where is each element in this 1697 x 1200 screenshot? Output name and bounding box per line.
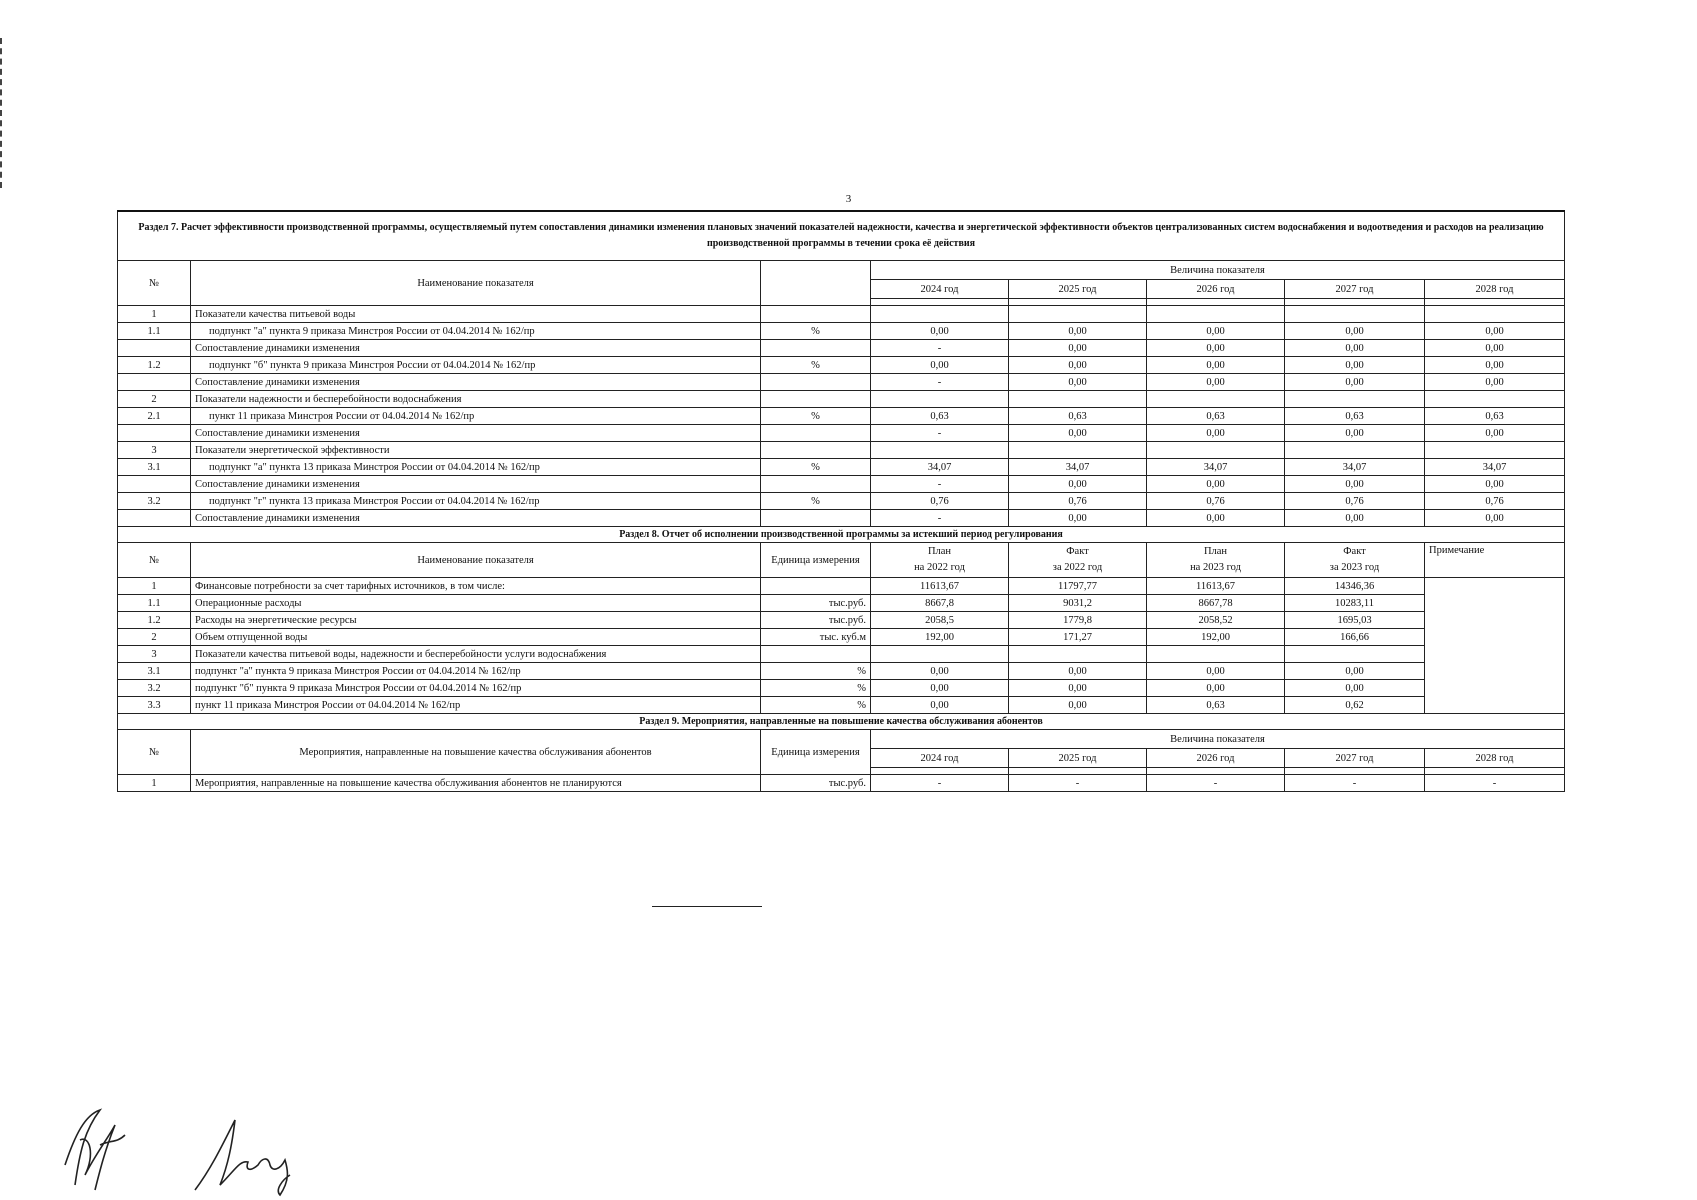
row-number: 3.2 <box>118 493 191 510</box>
value-cell: 0,00 <box>1285 357 1425 374</box>
blank-cell <box>1147 299 1285 306</box>
indicator-name: Сопоставление динамики изменения <box>191 425 761 442</box>
value-cell: 0,63 <box>1285 408 1425 425</box>
value-cell: 34,07 <box>871 459 1009 476</box>
unit: % <box>761 680 871 697</box>
value-cell <box>1425 306 1565 323</box>
year-header: 2027 год <box>1285 749 1425 768</box>
value-cell: 11797,77 <box>1009 578 1147 595</box>
value-cell: 0,76 <box>1285 493 1425 510</box>
value-cell: 0,00 <box>1009 510 1147 527</box>
section8-row <box>118 697 1565 714</box>
section8-row <box>118 663 1565 680</box>
section9-row <box>118 775 1565 792</box>
section7-row <box>118 391 1565 408</box>
indicator-name: Расходы на энергетические ресурсы <box>191 612 761 629</box>
report-table <box>117 210 1565 792</box>
year-header: 2024 год <box>871 280 1009 299</box>
value-cell <box>871 391 1009 408</box>
page-edge-marks <box>0 38 5 188</box>
indicator-name: подпункт "г" пункта 13 приказа Минстроя России от 04.04.2014 № 162/пр <box>191 493 761 510</box>
unit: % <box>761 357 871 374</box>
unit: тыс.руб. <box>761 612 871 629</box>
row-number: 3.2 <box>118 680 191 697</box>
section7-row <box>118 306 1565 323</box>
value-cell: 0,00 <box>1285 663 1425 680</box>
indicator-name: Показатели качества питьевой воды <box>191 306 761 323</box>
section7-row <box>118 442 1565 459</box>
indicator-name: пункт 11 приказа Минстроя России от 04.04.2014 № 162/пр <box>191 697 761 714</box>
value-cell: 0,63 <box>1147 408 1285 425</box>
value-group-header: Величина показателя <box>871 261 1565 280</box>
indicator-name: Сопоставление динамики изменения <box>191 476 761 493</box>
col-name-header: Наименование показателя <box>191 543 761 578</box>
unit: тыс.руб. <box>761 775 871 792</box>
value-cell <box>1147 306 1285 323</box>
blank-cell <box>871 299 1009 306</box>
value-cell: 192,00 <box>1147 629 1285 646</box>
period-header <box>1285 543 1425 578</box>
period-label: Факт <box>1343 546 1366 557</box>
unit: % <box>761 323 871 340</box>
value-cell: 10283,11 <box>1285 595 1425 612</box>
period-year: на 2023 год <box>1190 562 1241 573</box>
page-number: 3 <box>845 193 852 205</box>
value-cell <box>1009 442 1147 459</box>
section7-row <box>118 459 1565 476</box>
section7-row <box>118 408 1565 425</box>
blank-cell <box>1425 299 1565 306</box>
indicator-name: Сопоставление динамики изменения <box>191 510 761 527</box>
section7-row <box>118 374 1565 391</box>
value-cell: 2058,52 <box>1147 612 1285 629</box>
value-cell: 0,63 <box>871 408 1009 425</box>
value-cell: 0,00 <box>1147 374 1285 391</box>
unit <box>761 476 871 493</box>
unit: % <box>761 663 871 680</box>
indicator-name: подпункт "а" пункта 9 приказа Минстроя России от 04.04.2014 № 162/пр <box>191 323 761 340</box>
value-cell <box>1009 306 1147 323</box>
value-cell <box>871 306 1009 323</box>
blank-cell <box>1425 768 1565 775</box>
section7-title-row <box>118 211 1565 261</box>
value-cell: 0,00 <box>1425 510 1565 527</box>
row-number: 1.2 <box>118 612 191 629</box>
indicator-name: Сопоставление динамики изменения <box>191 374 761 391</box>
row-number <box>118 510 191 527</box>
value-cell: - <box>871 510 1009 527</box>
value-cell: 0,00 <box>1009 697 1147 714</box>
unit <box>761 306 871 323</box>
section9-title: Раздел 9. Мероприятия, направленные на повышение качества обслуживания абонентов <box>118 714 1565 730</box>
indicator-name: Показатели качества питьевой воды, надежности и бесперебойности услуги водоснабжения <box>191 646 761 663</box>
value-cell: 0,00 <box>871 357 1009 374</box>
value-cell: 0,00 <box>1009 680 1147 697</box>
value-cell: 0,63 <box>1425 408 1565 425</box>
value-cell <box>871 646 1009 663</box>
period-year: за 2022 год <box>1052 562 1103 573</box>
row-number: 1.1 <box>118 323 191 340</box>
value-cell: 0,00 <box>1009 476 1147 493</box>
value-cell <box>1285 646 1425 663</box>
indicator-name: подпункт "а" пункта 13 приказа Минстроя России от 04.04.2014 № 162/пр <box>191 459 761 476</box>
year-header: 2024 год <box>871 749 1009 768</box>
value-cell: 8667,78 <box>1147 595 1285 612</box>
section7-row <box>118 493 1565 510</box>
period-label: План <box>1203 546 1228 557</box>
unit: % <box>761 697 871 714</box>
col-unit-header: Единица измерения <box>761 543 871 578</box>
indicator-name: Операционные расходы <box>191 595 761 612</box>
value-cell: 34,07 <box>1425 459 1565 476</box>
col-no-header: № <box>118 543 191 578</box>
value-cell: 0,76 <box>1425 493 1565 510</box>
section8-row <box>118 612 1565 629</box>
section8-row <box>118 595 1565 612</box>
note-header: Примечание <box>1425 543 1565 578</box>
value-cell: 0,00 <box>1425 476 1565 493</box>
section7-row <box>118 476 1565 493</box>
value-cell: 0,00 <box>871 680 1009 697</box>
col-name-header: Наименование показателя <box>191 261 761 306</box>
row-number: 3.1 <box>118 459 191 476</box>
value-cell: 14346,36 <box>1285 578 1425 595</box>
value-cell <box>1425 442 1565 459</box>
signature-1 <box>55 1095 135 1195</box>
unit <box>761 646 871 663</box>
blank-cell <box>1285 768 1425 775</box>
value-cell: 0,00 <box>1009 663 1147 680</box>
value-cell: 0,00 <box>1009 374 1147 391</box>
value-cell: 0,00 <box>1147 663 1285 680</box>
unit <box>761 442 871 459</box>
value-cell: 0,00 <box>1009 357 1147 374</box>
period-label: План <box>927 546 952 557</box>
value-cell: - <box>871 775 1009 792</box>
value-cell: 0,76 <box>1009 493 1147 510</box>
unit <box>761 391 871 408</box>
value-cell: 1695,03 <box>1285 612 1425 629</box>
value-cell: 166,66 <box>1285 629 1425 646</box>
value-group-header: Величина показателя <box>871 730 1565 749</box>
value-cell <box>1285 391 1425 408</box>
col-name-header: Мероприятия, направленные на повышение качества обслуживания абонентов <box>191 730 761 775</box>
value-cell: 0,00 <box>1009 323 1147 340</box>
value-cell: 0,63 <box>1009 408 1147 425</box>
unit: тыс.руб. <box>761 595 871 612</box>
value-cell: 0,00 <box>1425 323 1565 340</box>
value-cell: 0,00 <box>1425 374 1565 391</box>
value-cell: 0,00 <box>1009 425 1147 442</box>
value-cell: 11613,67 <box>871 578 1009 595</box>
blank-cell <box>1285 299 1425 306</box>
year-header: 2028 год <box>1425 749 1565 768</box>
indicator-name: Финансовые потребности за счет тарифных источников, в том числе: <box>191 578 761 595</box>
section8-header-row <box>118 543 1565 578</box>
indicator-name: Показатели надежности и бесперебойности водоснабжения <box>191 391 761 408</box>
end-rule <box>652 906 762 907</box>
row-number <box>118 425 191 442</box>
value-cell: 0,00 <box>1285 340 1425 357</box>
value-cell <box>1285 306 1425 323</box>
section8-row <box>118 680 1565 697</box>
section7-row <box>118 425 1565 442</box>
section7-title: Раздел 7. Расчет эффективности производственной программы, осуществляемый путем сопоставления динамики изменения плановых значений показателей надежности, качества и энергетической эффективности объектов централизованных систем водоснабжения и водоотведения и расходов на реализацию производственной программы в течении срока её действия <box>118 211 1565 261</box>
value-cell: - <box>871 374 1009 391</box>
value-cell: 9031,2 <box>1009 595 1147 612</box>
section8-row <box>118 578 1565 595</box>
value-cell <box>871 442 1009 459</box>
col-unit-header <box>761 261 871 306</box>
section8-row <box>118 629 1565 646</box>
value-cell: 0,00 <box>1147 476 1285 493</box>
year-header: 2026 год <box>1147 749 1285 768</box>
year-header: 2028 год <box>1425 280 1565 299</box>
unit <box>761 374 871 391</box>
section9-header-row <box>118 730 1565 749</box>
year-header: 2025 год <box>1009 280 1147 299</box>
blank-cell <box>1147 768 1285 775</box>
value-cell: 0,63 <box>1147 697 1285 714</box>
value-cell: - <box>1425 775 1565 792</box>
value-cell: 0,00 <box>1009 340 1147 357</box>
unit <box>761 425 871 442</box>
value-cell: 0,00 <box>1425 425 1565 442</box>
unit: % <box>761 408 871 425</box>
value-cell: 1779,8 <box>1009 612 1147 629</box>
value-cell: 2058,5 <box>871 612 1009 629</box>
measure-name: Мероприятия, направленные на повышение качества обслуживания абонентов не планируются <box>191 775 761 792</box>
value-cell: 0,00 <box>1425 340 1565 357</box>
row-number <box>118 476 191 493</box>
col-no-header: № <box>118 730 191 775</box>
row-number: 2.1 <box>118 408 191 425</box>
indicator-name: подпункт "б" пункта 9 приказа Минстроя России от 04.04.2014 № 162/пр <box>191 357 761 374</box>
value-cell <box>1147 391 1285 408</box>
value-cell: - <box>1285 775 1425 792</box>
value-cell: 11613,67 <box>1147 578 1285 595</box>
row-number: 3 <box>118 646 191 663</box>
signature-2 <box>190 1110 310 1200</box>
row-number: 2 <box>118 391 191 408</box>
value-cell: 0,00 <box>871 663 1009 680</box>
row-number <box>118 340 191 357</box>
unit: % <box>761 493 871 510</box>
unit <box>761 340 871 357</box>
indicator-name: подпункт "б" пункта 9 приказа Минстроя России от 04.04.2014 № 162/пр <box>191 680 761 697</box>
row-number: 1.2 <box>118 357 191 374</box>
year-header: 2027 год <box>1285 280 1425 299</box>
blank-cell <box>1009 768 1147 775</box>
indicator-name: Показатели энергетической эффективности <box>191 442 761 459</box>
section8-title-row <box>118 527 1565 543</box>
value-cell: - <box>871 340 1009 357</box>
value-cell: 0,00 <box>1285 323 1425 340</box>
section7-row <box>118 340 1565 357</box>
value-cell: - <box>871 476 1009 493</box>
value-cell: 34,07 <box>1285 459 1425 476</box>
unit <box>761 578 871 595</box>
unit: тыс. куб.м <box>761 629 871 646</box>
year-header: 2026 год <box>1147 280 1285 299</box>
period-year: за 2023 год <box>1329 562 1380 573</box>
value-cell <box>1147 442 1285 459</box>
value-cell <box>1285 442 1425 459</box>
section9-title-row <box>118 714 1565 730</box>
value-cell: 192,00 <box>871 629 1009 646</box>
value-cell: 0,00 <box>1147 323 1285 340</box>
col-no-header: № <box>118 261 191 306</box>
indicator-name: Сопоставление динамики изменения <box>191 340 761 357</box>
row-number <box>118 374 191 391</box>
row-number: 1 <box>118 578 191 595</box>
value-cell: 8667,8 <box>871 595 1009 612</box>
value-cell: 0,00 <box>1285 680 1425 697</box>
period-header <box>1147 543 1285 578</box>
year-header: 2025 год <box>1009 749 1147 768</box>
period-header <box>1009 543 1147 578</box>
blank-cell <box>871 768 1009 775</box>
section7-header-row <box>118 261 1565 280</box>
value-cell: 0,00 <box>1425 357 1565 374</box>
value-cell: - <box>1009 775 1147 792</box>
value-cell: 34,07 <box>1147 459 1285 476</box>
value-cell: 0,00 <box>1285 510 1425 527</box>
blank-cell <box>1009 299 1147 306</box>
row-number: 3.1 <box>118 663 191 680</box>
value-cell: 0,00 <box>1285 374 1425 391</box>
row-number: 1.1 <box>118 595 191 612</box>
row-number: 1 <box>118 775 191 792</box>
value-cell: 0,00 <box>871 697 1009 714</box>
value-cell: 34,07 <box>1009 459 1147 476</box>
value-cell: 0,76 <box>871 493 1009 510</box>
section7-row <box>118 510 1565 527</box>
value-cell <box>1009 646 1147 663</box>
col-unit-header: Единица измерения <box>761 730 871 775</box>
unit <box>761 510 871 527</box>
value-cell: - <box>1147 775 1285 792</box>
value-cell: - <box>871 425 1009 442</box>
period-header <box>871 543 1009 578</box>
indicator-name: подпункт "а" пункта 9 приказа Минстроя России от 04.04.2014 № 162/пр <box>191 663 761 680</box>
value-cell: 0,62 <box>1285 697 1425 714</box>
value-cell: 0,76 <box>1147 493 1285 510</box>
row-number: 3 <box>118 442 191 459</box>
row-number: 2 <box>118 629 191 646</box>
value-cell <box>1425 391 1565 408</box>
value-cell: 0,00 <box>871 323 1009 340</box>
section8-title: Раздел 8. Отчет об исполнении производственной программы за истекший период регулирования <box>118 527 1565 543</box>
value-cell <box>1147 646 1285 663</box>
value-cell: 0,00 <box>1285 476 1425 493</box>
value-cell: 0,00 <box>1147 425 1285 442</box>
value-cell: 0,00 <box>1147 340 1285 357</box>
indicator-name: пункт 11 приказа Минстроя России от 04.04.2014 № 162/пр <box>191 408 761 425</box>
unit: % <box>761 459 871 476</box>
value-cell: 171,27 <box>1009 629 1147 646</box>
period-label: Факт <box>1066 546 1089 557</box>
row-number: 3.3 <box>118 697 191 714</box>
value-cell: 0,00 <box>1147 357 1285 374</box>
section7-row <box>118 357 1565 374</box>
row-number: 1 <box>118 306 191 323</box>
value-cell: 0,00 <box>1285 425 1425 442</box>
value-cell: 0,00 <box>1147 680 1285 697</box>
value-cell: 0,00 <box>1147 510 1285 527</box>
value-cell <box>1009 391 1147 408</box>
note-cell <box>1425 578 1565 714</box>
indicator-name: Объем отпущенной воды <box>191 629 761 646</box>
section7-row <box>118 323 1565 340</box>
section8-row <box>118 646 1565 663</box>
period-year: на 2022 год <box>914 562 965 573</box>
